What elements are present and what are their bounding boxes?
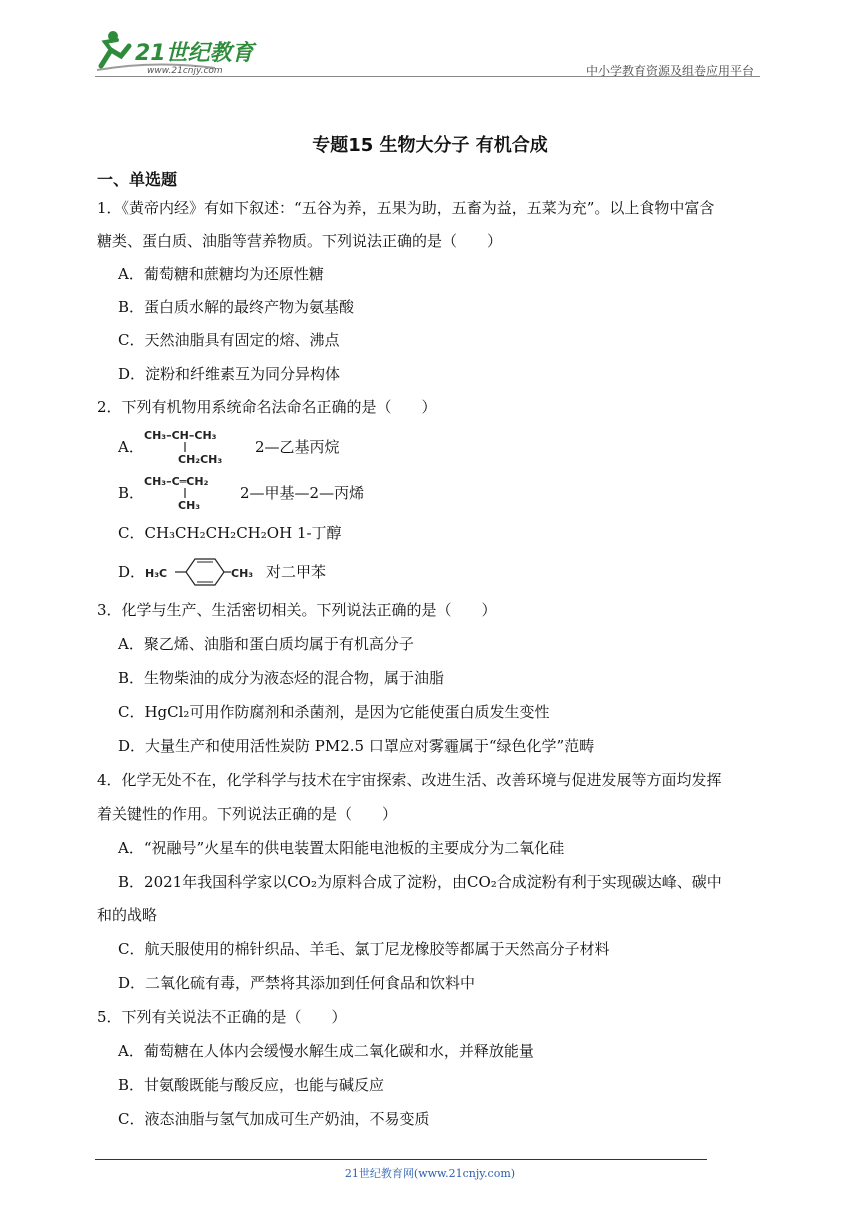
- question-1-option-d: D．淀粉和纤维素互为同分异构体: [118, 365, 341, 383]
- question-3-option-c: C．HgCl₂可用作防腐剂和杀菌剂，是因为它能使蛋白质发生变性: [118, 703, 550, 721]
- question-2-option-c-formula: CH₃CH₂CH₂CH₂OH: [144, 524, 293, 542]
- question-3-stem: 3．化学与生产、生活密切相关。下列说法正确的是（ ）: [97, 601, 497, 619]
- svg-text:CH₃–C═CH₂: CH₃–C═CH₂: [144, 475, 209, 488]
- question-4-stem-line-2: 着关键性的作用。下列说法正确的是（ ）: [97, 805, 398, 823]
- question-2-option-b-structure: [142, 472, 237, 514]
- question-4-stem-line-1: 4．化学无处不在，化学科学与技术在宇宙探索、改进生活、改善环境与促进发展等方面均发挥: [97, 771, 722, 789]
- question-5-option-a: A．葡萄糖在人体内会缓慢水解生成二氧化碳和水，并释放能量: [118, 1042, 534, 1060]
- question-2-option-d-label: D．: [118, 563, 146, 581]
- question-2-option-a-name: 2—乙基丙烷: [255, 438, 340, 456]
- question-4-option-b-line-1: B．2021年我国科学家以CO₂为原料合成了淀粉，由CO₂合成淀粉有利于实现碳达峰、碳中: [118, 873, 722, 891]
- logo-text: 21世纪教育: [135, 41, 254, 66]
- question-1-stem-line-1: 1．《黄帝内经》有如下叙述：“五谷为养，五果为助，五畜为益，五菜为充”。以上食物中富含: [97, 199, 715, 217]
- question-1-stem-line-2: 糖类、蛋白质、油脂等营养物质。下列说法正确的是（ ）: [97, 232, 503, 250]
- question-4-option-b-line-2: 和的战略: [97, 906, 158, 924]
- question-2-option-d-name: 对二甲苯: [266, 563, 327, 581]
- platform-label: 中小学教育资源及组卷应用平台: [585, 64, 754, 78]
- svg-text:H₃C: H₃C: [145, 567, 168, 580]
- question-2-option-b-label: B．: [118, 484, 145, 502]
- svg-text:CH₃: CH₃: [231, 567, 254, 580]
- question-5-stem: 5．下列有关说法不正确的是（ ）: [97, 1008, 347, 1026]
- question-3-option-b: B．生物柴油的成分为液态烃的混合物，属于油脂: [118, 669, 445, 687]
- logo-url: www.21cnjy.com: [147, 66, 223, 76]
- question-4-option-c: C．航天服使用的棉针织品、羊毛、氯丁尼龙橡胶等都属于天然高分子材料: [118, 940, 610, 958]
- question-2-option-c-label: C．: [118, 524, 145, 542]
- question-4-option-a: A．“祝融号”火星车的供电装置太阳能电池板的主要成分为二氧化硅: [118, 839, 565, 857]
- question-2-option-a-label: A．: [118, 438, 144, 456]
- svg-text:CH₃–CH–CH₃: CH₃–CH–CH₃: [144, 429, 217, 442]
- footer-divider: [95, 1159, 707, 1160]
- question-5-option-b: B．甘氨酸既能与酸反应，也能与碱反应: [118, 1076, 385, 1094]
- svg-text:CH₂CH₃: CH₂CH₃: [178, 453, 223, 466]
- footer-link[interactable]: 21世纪教育网(www.21cnjy.com): [344, 1167, 516, 1180]
- question-4-option-d: D．二氧化硫有毒，严禁将其添加到任何食品和饮料中: [118, 974, 476, 992]
- question-2-stem: 2．下列有机物用系统命名法命名正确的是（ ）: [97, 398, 437, 416]
- question-3-option-a: A．聚乙烯、油脂和蛋白质均属于有机高分子: [118, 635, 414, 653]
- question-2-option-b-name: 2—甲基—2—丙烯: [240, 484, 365, 502]
- question-1-option-c: C．天然油脂具有固定的熔、沸点: [118, 331, 340, 349]
- question-1-option-b: B．蛋白质水解的最终产物为氨基酸: [118, 298, 355, 316]
- page-header: [95, 28, 760, 80]
- section-title: 一、单选题: [97, 170, 178, 189]
- svg-text:CH₃: CH₃: [178, 499, 201, 512]
- question-2-option-c: [118, 523, 342, 543]
- header-divider: [95, 76, 760, 77]
- question-3-option-d: D．大量生产和使用活性炭防 PM2.5 口罩应对雾霾属于“绿色化学”范畴: [118, 737, 595, 755]
- question-2-option-d-structure: [142, 552, 262, 592]
- question-1-option-a: A．葡萄糖和蔗糖均为还原性糖: [118, 265, 324, 283]
- page-title: 专题15 生物大分子 有机合成: [312, 135, 548, 156]
- question-2-option-c-name: 1-丁醇: [296, 524, 342, 542]
- question-2-option-a-structure: [142, 426, 247, 468]
- logo: [95, 28, 265, 76]
- question-5-option-c: C．液态油脂与氢气加成可生产奶油，不易变质: [118, 1110, 430, 1128]
